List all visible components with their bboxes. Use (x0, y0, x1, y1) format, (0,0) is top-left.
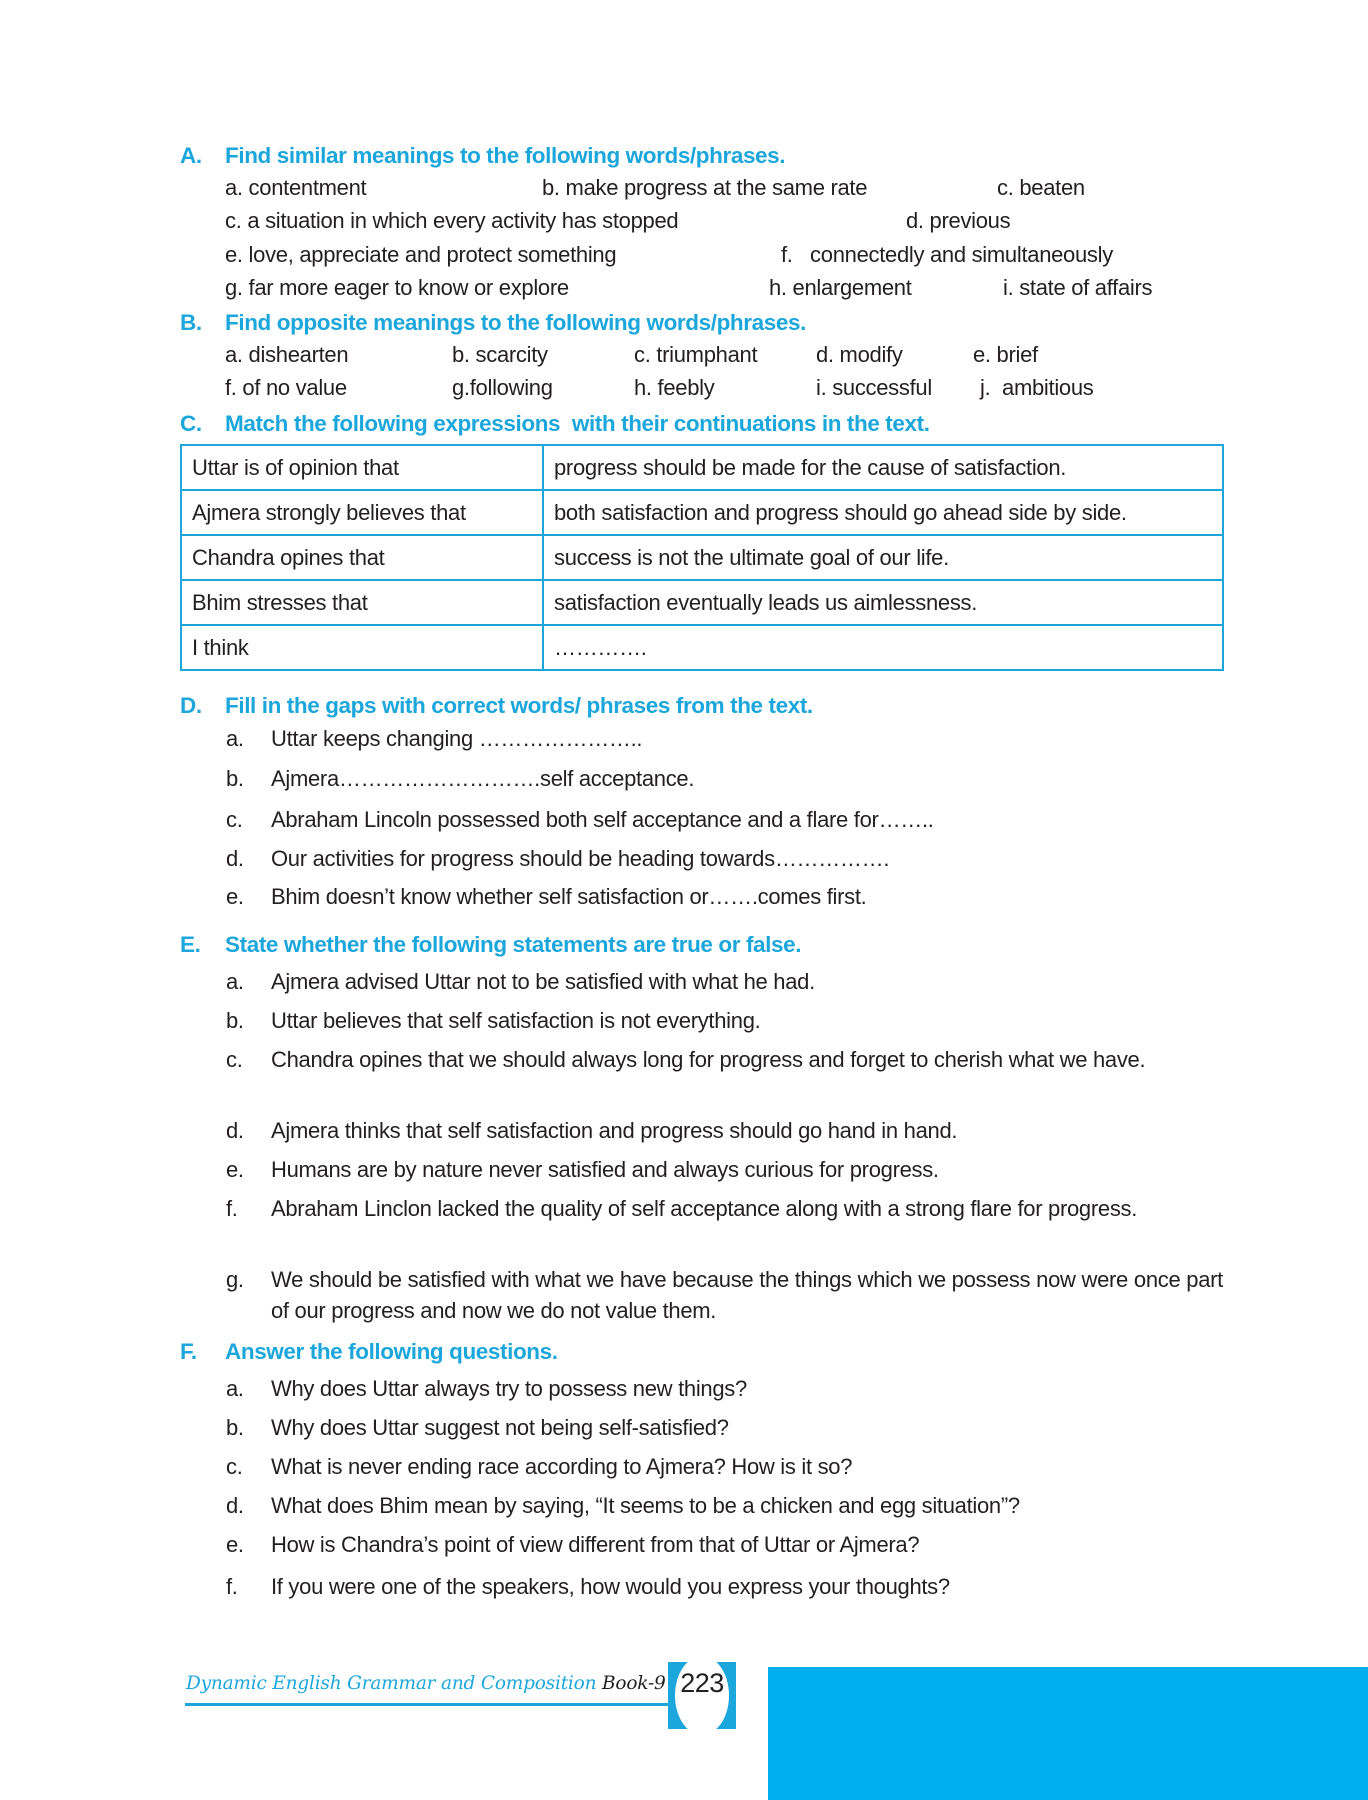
list-item (0, 848, 1368, 879)
item-letter: b. (226, 1008, 244, 1033)
table-row (181, 535, 1223, 580)
section-letter: C. (180, 411, 202, 436)
section-title: Find similar meanings to the following words/phrases. (225, 143, 786, 168)
table-cell-continuation: satisfaction eventually leads us aimlessness. (543, 580, 1223, 625)
item-letter: g. (226, 1267, 244, 1292)
item-letter: c. (226, 1454, 243, 1479)
item-text: Ajmera……………………….self acceptance. (271, 766, 695, 791)
item-letter: f. (226, 1196, 238, 1221)
list-item (0, 1269, 1368, 1331)
list-item (0, 1378, 1368, 1409)
table-row (181, 625, 1223, 670)
item-letter: d. (226, 1493, 244, 1518)
section-title: Match the following expressions with their continuations in the text. (225, 411, 930, 436)
item-text: What does Bhim mean by saying, “It seems to be a chicken and egg situation”? (271, 1493, 1020, 1518)
list-item (0, 809, 1368, 840)
section-b-item: e. brief (973, 342, 1038, 367)
table-cell-continuation: success is not the ultimate goal of our life. (543, 535, 1223, 580)
item-text: Abraham Linclon lacked the quality of self acceptance along with a strong flare for progress. (271, 1196, 1138, 1221)
footer-book-title (186, 1673, 666, 1694)
list-item (0, 1456, 1368, 1487)
section-title: Answer the following questions. (225, 1339, 558, 1364)
section-b-item: j. ambitious (980, 375, 1094, 400)
item-text: Why does Uttar always try to possess new things? (271, 1376, 747, 1401)
section-a-item: d. previous (906, 208, 1011, 233)
item-letter: a. (226, 1376, 244, 1401)
section-title: State whether the following statements are true or false. (225, 932, 802, 957)
item-text: Ajmera advised Uttar not to be satisfied with what he had. (271, 969, 815, 994)
section-a-item: g. far more eager to know or explore (225, 275, 569, 300)
item-text: Abraham Lincoln possessed both self acceptance and a flare for…….. (271, 807, 934, 832)
section-a-item: h. enlargement (769, 275, 912, 300)
table-cell-continuation: both satisfaction and progress should go ahead side by side. (543, 490, 1223, 535)
footer-divider (185, 1703, 671, 1706)
table-row (181, 445, 1223, 490)
section-a-item: c. beaten (997, 175, 1085, 200)
table-cell-expression: Uttar is of opinion that (181, 445, 543, 490)
section-b-item: a. dishearten (225, 342, 349, 367)
item-letter: b. (226, 766, 244, 791)
section-a-item: i. state of affairs (1003, 275, 1153, 300)
section-a-item: c. a situation in which every activity has stopped (225, 208, 679, 233)
item-text: Why does Uttar suggest not being self-satisfied? (271, 1415, 729, 1440)
item-letter: c. (226, 807, 243, 832)
list-item (0, 768, 1368, 799)
item-letter: e. (226, 1532, 244, 1557)
section-a-item: f. connectedly and simultaneously (781, 242, 1113, 267)
table-cell-expression: Bhim stresses that (181, 580, 543, 625)
item-text: We should be satisfied with what we have because the things which we possess now were once part of our progress and now we do not value them. (271, 1267, 1223, 1323)
item-text: Our activities for progress should be heading towards……………. (271, 846, 890, 871)
item-text: Chandra opines that we should always long for progress and forget to cherish what we have. (271, 1047, 1146, 1072)
item-text: Uttar believes that self satisfaction is not everything. (271, 1008, 761, 1033)
item-text: What is never ending race according to Ajmera? How is it so? (271, 1454, 853, 1479)
section-b-item: i. successful (816, 375, 932, 400)
item-text: How is Chandra’s point of view different from that of Uttar or Ajmera? (271, 1532, 920, 1557)
section-title: Find opposite meanings to the following words/phrases. (225, 310, 806, 335)
list-item (0, 886, 1368, 917)
match-table (180, 444, 1224, 671)
section-b-item: d. modify (816, 342, 903, 367)
section-b-item: b. scarcity (452, 342, 548, 367)
list-item (0, 971, 1368, 1002)
section-letter: D. (180, 693, 202, 718)
table-cell-expression: Ajmera strongly believes that (181, 490, 543, 535)
table-cell-expression: I think (181, 625, 543, 670)
item-letter: d. (226, 846, 244, 871)
list-item (0, 1049, 1368, 1111)
item-letter: f. (226, 1574, 238, 1599)
book-number: Book-9 (602, 1673, 666, 1694)
table-cell-continuation: …………. (543, 625, 1223, 670)
section-a-item: b. make progress at the same rate (542, 175, 868, 200)
item-letter: e. (226, 1157, 244, 1182)
page-number: 223 (680, 1668, 724, 1698)
section-a-item: a. contentment (225, 175, 367, 200)
table-cell-continuation: progress should be made for the cause of satisfaction. (543, 445, 1223, 490)
list-item (0, 1534, 1368, 1565)
item-letter: b. (226, 1415, 244, 1440)
section-letter: F. (180, 1339, 197, 1364)
section-b-item: c. triumphant (634, 342, 758, 367)
list-item (0, 1198, 1368, 1260)
list-item (0, 728, 1368, 759)
list-item (0, 1010, 1368, 1041)
section-letter: B. (180, 310, 202, 335)
list-item (0, 1495, 1368, 1526)
section-b-item: g.following (452, 375, 553, 400)
list-item (0, 1120, 1368, 1151)
section-letter: E. (180, 932, 201, 957)
table-row (181, 580, 1223, 625)
item-letter: c. (226, 1047, 243, 1072)
item-letter: a. (226, 969, 244, 994)
decorative-color-block (768, 1667, 1368, 1800)
item-letter: d. (226, 1118, 244, 1143)
item-letter: e. (226, 884, 244, 909)
item-letter: a. (226, 726, 244, 751)
item-text: If you were one of the speakers, how would you express your thoughts? (271, 1574, 950, 1599)
table-row (181, 490, 1223, 535)
item-text: Humans are by nature never satisfied and always curious for progress. (271, 1157, 939, 1182)
section-a-item: e. love, appreciate and protect something (225, 242, 617, 267)
section-b-item: f. of no value (225, 375, 347, 400)
section-letter: A. (180, 143, 202, 168)
item-text: Bhim doesn’t know whether self satisfaction or…….comes first. (271, 884, 867, 909)
section-title: Fill in the gaps with correct words/ phrases from the text. (225, 693, 813, 718)
list-item (0, 1159, 1368, 1190)
section-b-item: h. feebly (634, 375, 715, 400)
book-title: Dynamic English Grammar and Composition (186, 1673, 597, 1694)
list-item (0, 1576, 1368, 1607)
item-text: Uttar keeps changing ………………….. (271, 726, 643, 751)
item-text: Ajmera thinks that self satisfaction and progress should go hand in hand. (271, 1118, 958, 1143)
table-cell-expression: Chandra opines that (181, 535, 543, 580)
list-item (0, 1417, 1368, 1448)
